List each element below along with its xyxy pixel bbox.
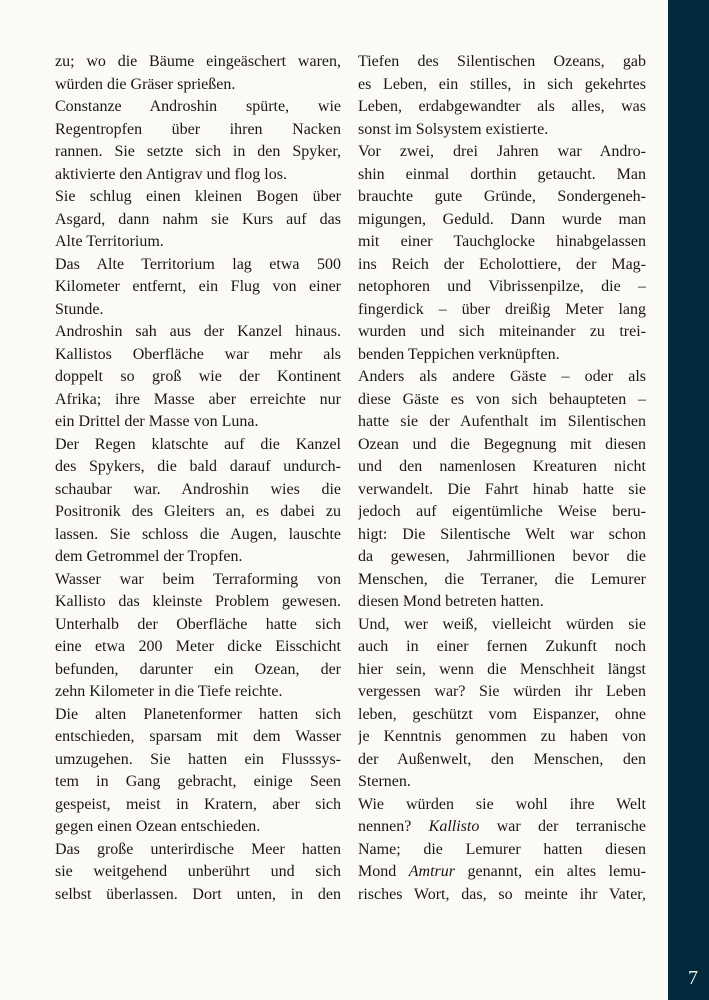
text-line: diese Gäste es von sich behaupteten – [358,390,646,408]
text-line: nennen? Kallisto war der terranische [358,818,646,835]
text-line: Das große unterirdische Meer hatten [55,840,341,858]
text-line: auch in einer fernen Zukunft noch [358,638,646,655]
text-line: Sternen. [358,773,411,790]
text-line: da gewesen, Jahrmillionen bevor die [358,548,646,565]
text-line: Anders als andere Gäste – oder als [358,368,646,385]
text-line: Sie schlug einen kleinen Bogen über [55,188,341,205]
text-line: mit einer Tauchglocke hinabgelassen [358,233,646,250]
text-line: benden Teppichen verknüpften. [358,345,560,363]
text-line: Menschen, die Terraner, die Lemurer [358,570,646,588]
text-line: entschieden, sparsam mit dem Wasser [55,728,341,745]
text-line: Afrika; ihre Masse aber erreichte nur [55,390,341,408]
text-line: tem in Gang gebracht, einige Seen [55,773,341,790]
right-column [358,51,646,906]
text-line: doppelt so groß wie der Kontinent [55,368,341,385]
text-line: Unterhalb der Oberfläche hatte sich [55,615,341,633]
text-line: Die alten Planetenformer hatten sich [55,705,341,723]
text-line: Kilometer entfernt, ein Flug von einer [55,278,341,295]
text-line: Regentropfen über ihren Nacken [55,120,341,138]
text-line: ein Drittel der Masse von Luna. [55,413,259,430]
text-line: hatte sie der Aufenthalt im Silentischen [358,413,646,430]
text-line: zehn Kilometer in die Tiefe reichte. [55,683,283,700]
page-number: 7 [688,967,698,989]
text-line: Mond Amtrur genannt, ein altes lemu- [358,863,646,880]
text-line: zu; wo die Bäume eingeäschert waren, [55,53,341,70]
text-line: jedoch auf eigentümliche Weise beru- [358,503,646,520]
text-line: Vor zwei, drei Jahren war Andro- [358,143,646,160]
text-line: befunden, darunter ein Ozean, der [55,660,341,678]
text-line: der Außenwelt, den Menschen, den [358,750,646,768]
text-line: es Leben, ein stilles, in sich gekehrtes [358,75,646,93]
text-line: dem Getrommel der Tropfen. [55,548,243,565]
text-line: Der Regen klatschte auf die Kanzel [55,435,341,453]
text-line: umzugehen. Sie hatten ein Flusssys- [55,750,341,768]
text-line: netophoren und Vibrissenpilze, die – [358,278,646,295]
left-column [55,51,341,906]
text-line: Positronik des Gleiters an, es dabei zu [55,503,341,520]
text-line: eine etwa 200 Meter dicke Eisschicht [55,638,341,655]
text-line: Leben, erdabgewandter als alles, was [358,98,646,115]
text-line: migungen, Geduld. Dann wurde man [358,210,646,228]
text-line: schaubar war. Androshin wies die [55,480,341,498]
text-line: Tiefen des Silentischen Ozeans, gab [358,53,646,70]
text-line: ins Reich der Echolottiere, der Mag- [358,255,646,273]
text-line: sonst im Solsystem existierte. [358,120,549,138]
text-line: Asgard, dann nahm sie Kurs auf das [55,210,341,228]
text-line: verwandelt. Die Fahrt hinab hatte sie [358,480,646,498]
text-line: Ozean und die Begegnung mit diesen [358,435,646,453]
text-line: Das Alte Territorium lag etwa 500 [55,255,341,273]
text-line: Wasser war beim Terraforming von [55,570,341,588]
text-line: Und, wer weiß, vielleicht würden sie [358,615,646,633]
text-line: aktivierte den Antigrav und flog los. [55,165,287,183]
text-line: sie weitgehend unberührt und sich [55,863,341,880]
text-line: hier sein, wenn die Menschheit längst [358,660,646,678]
text-line: würden die Gräser sprießen. [55,75,236,93]
text-line: vergessen war? Sie würden ihr Leben [358,683,646,700]
text-line: Androshin sah aus der Kanzel hinaus. [55,323,341,340]
text-line: brauchte gute Gründe, Sondergeneh- [358,188,646,205]
text-line: Stunde. [55,300,104,318]
text-line: des Spykers, die bald darauf undurch- [55,458,341,475]
text-line: fingerdick – über dreißig Meter lang [358,300,646,318]
text-line: shin einmal dorthin getaucht. Man [358,165,646,183]
text-line: risches Wort, das, so meinte ihr Vater, [358,885,646,903]
edge-bar [668,0,709,1000]
text-line: gespeist, meist in Kratern, aber sich [55,795,341,813]
text-line: higt: Die Silentische Welt war schon [358,525,646,543]
text-line: je Kenntnis genommen zu haben von [358,728,646,745]
text-line: Name; die Lemurer hatten diesen [358,840,646,858]
text-line: Alte Territorium. [55,233,164,250]
text-line: und den namenlosen Kreaturen nicht [358,458,646,475]
text-line: Constanze Androshin spürte, wie [55,98,341,115]
text-line: lassen. Sie schloss die Augen, lauschte [55,525,341,543]
text-line: leben, geschützt vom Eispanzer, ohne [358,705,646,723]
text-line: diesen Mond betreten hatten. [358,593,544,610]
text-line: Kallistos Oberfläche war mehr als [55,345,341,363]
text-line: Wie würden sie wohl ihre Welt [358,795,646,813]
text-line: gegen einen Ozean entschieden. [55,818,261,835]
text-line: Kallisto das kleinste Problem gewesen. [55,593,341,610]
text-line: selbst überlassen. Dort unten, in den [55,885,341,903]
text-line: rannen. Sie setzte sich in den Spyker, [55,143,341,160]
text-line: wurden und sich miteinander zu trei- [358,323,646,340]
